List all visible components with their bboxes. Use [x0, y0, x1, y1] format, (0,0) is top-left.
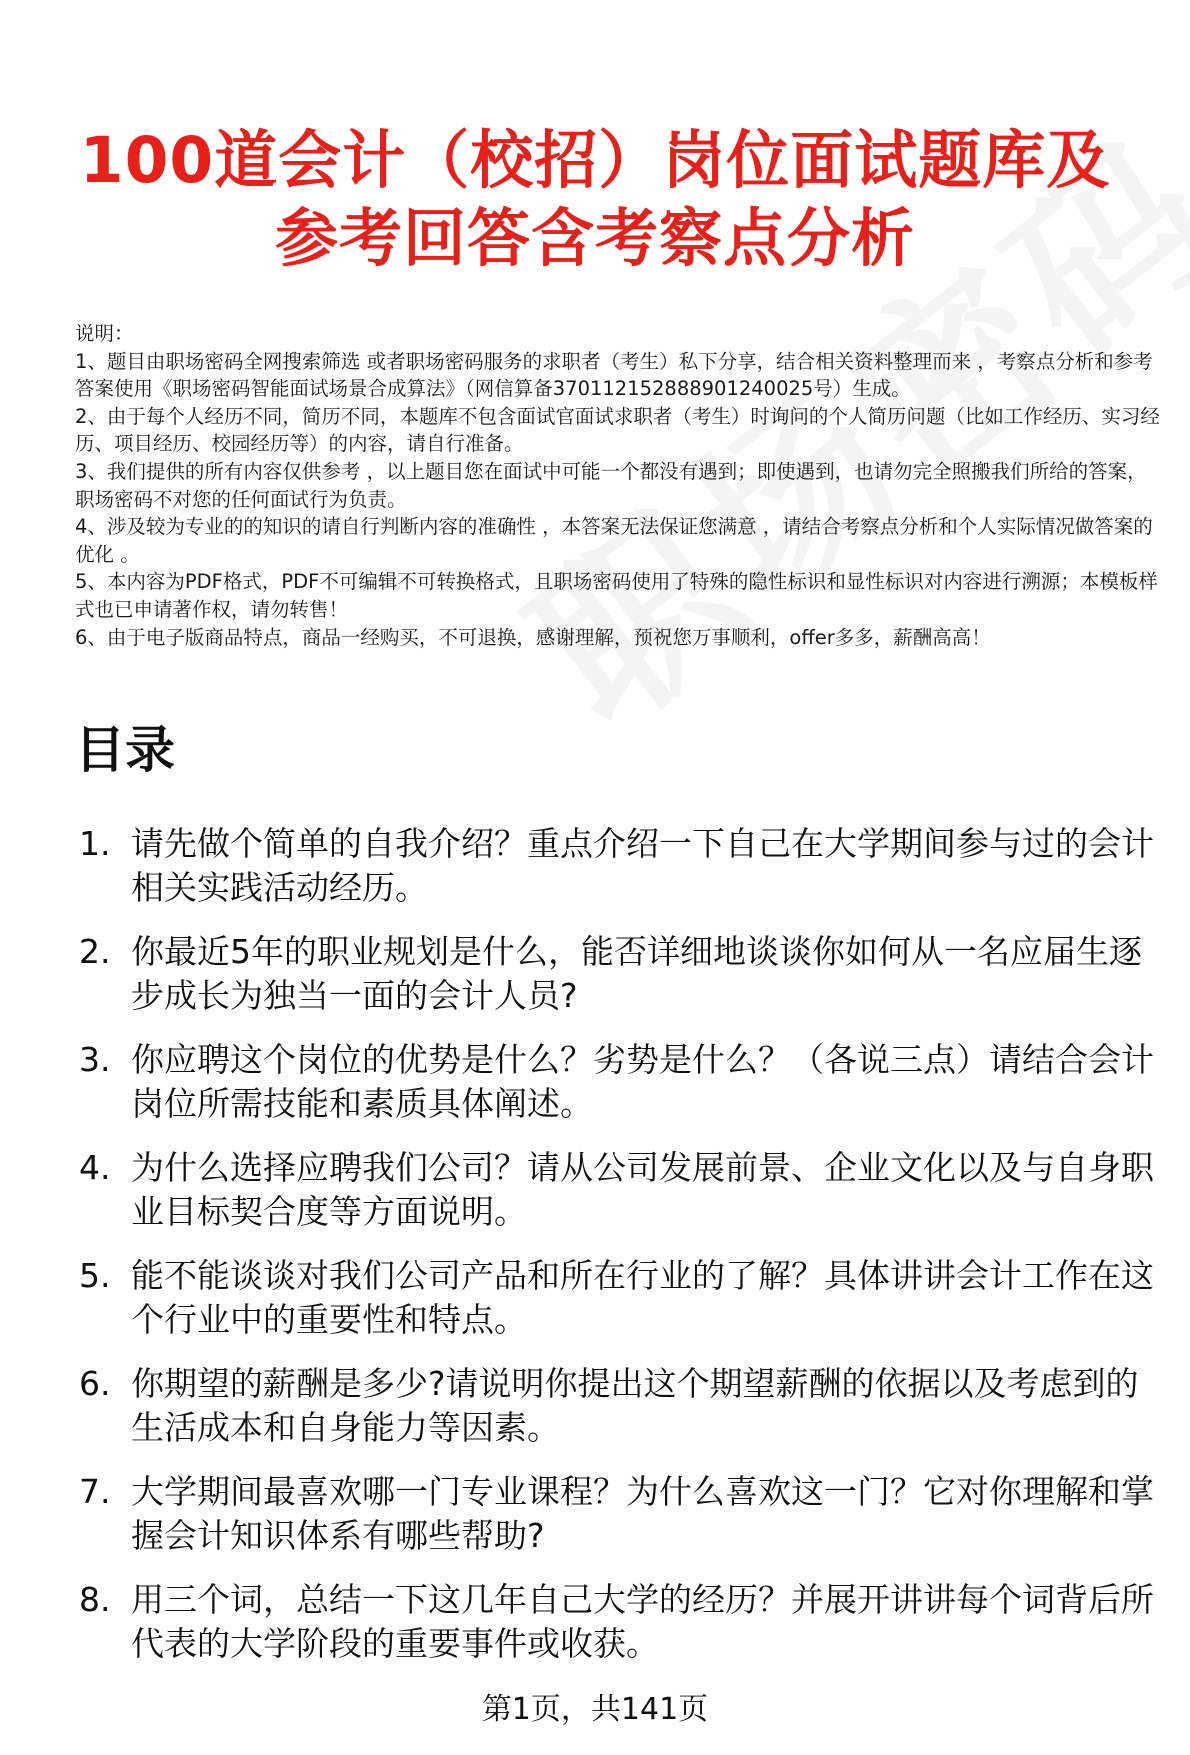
toc-item-number: 5. [79, 1256, 111, 1295]
toc-item[interactable] [75, 1254, 1165, 1342]
toc-item-text: 你最近5年的职业规划是什么，能否详细地谈谈你如何从一名应届生逐步成长为独当一面的会计人员? [131, 932, 1142, 1015]
page-footer: 第1页，共141页 [481, 1692, 709, 1727]
toc-item-number: 7. [79, 1472, 111, 1511]
toc-item-text: 你应聘这个岗位的优势是什么？劣势是什么？（各说三点）请结合会计岗位所需技能和素质具体阐述。 [131, 1040, 1154, 1123]
toc-item[interactable] [75, 930, 1165, 1018]
note-item: 5、本内容为PDF格式，PDF不可编辑不可转换格式，且职场密码使用了特殊的隐性标识和显性标识对内容进行溯源；本模板样式也已申请著作权，请勿转售！ [75, 570, 1158, 621]
toc-heading: 目录 [75, 721, 175, 779]
toc-item-number: 6. [79, 1364, 111, 1403]
notes-heading: 说明： [75, 322, 134, 345]
toc-item-number: 3. [79, 1040, 111, 1079]
page-title [60, 122, 1130, 278]
toc-item-number: 8. [79, 1580, 111, 1619]
toc-item[interactable] [75, 1146, 1165, 1234]
toc-item[interactable] [75, 1038, 1165, 1126]
toc-item-text: 你期望的薪酬是多少?请说明你提出这个期望薪酬的依据以及考虑到的生活成本和自身能力等因素。 [131, 1364, 1139, 1447]
title-line-1: 100道会计（校招）岗位面试题库及 [79, 124, 1111, 197]
note-item: 3、我们提供的所有内容仅供参考 ，以上题目您在面试中可能一个都没有遇到；即使遇到，也请勿完全照搬我们所给的答案，职场密码不对您的任何面试行为负责。 [75, 459, 1147, 511]
toc-item-number: 1. [79, 824, 111, 863]
toc-item-text: 能不能谈谈对我们公司产品和所在行业的了解？具体讲讲会计工作在这个行业中的重要性和特点。 [131, 1256, 1154, 1339]
toc-list [75, 822, 1165, 1686]
toc-item[interactable] [75, 1362, 1165, 1450]
note-item: 1、题目由职场密码全网搜索筛选 或者职场密码服务的求职者（考生）私下分享，结合相关资料整理而来 ，考察点分析和参考答案使用《职场密码智能面试场景合成算法》（网信算备370112152888901240025号）生成。 [75, 349, 1153, 401]
toc-item-text: 请先做个简单的自我介绍？重点介绍一下自己在大学期间参与过的会计相关实践活动经历。 [131, 824, 1154, 907]
toc-item-text: 为什么选择应聘我们公司？请从公司发展前景、企业文化以及与自身职业目标契合度等方面说明。 [131, 1148, 1154, 1231]
toc-item-number: 4. [79, 1148, 111, 1187]
toc-item-number: 2. [79, 932, 111, 971]
toc-item-text: 用三个词，总结一下这几年自己大学的经历？并展开讲讲每个词背后所代表的大学阶段的重要事件或收获。 [131, 1580, 1154, 1663]
toc-item[interactable] [75, 1470, 1165, 1558]
notes-section [75, 320, 1160, 651]
note-item: 2、由于每个人经历不同，简历不同，本题库不包含面试官面试求职者（考生）时询问的个人简历问题（比如工作经历、实习经历、项目经历、校园经历等）的内容，请自行准备。 [75, 404, 1160, 456]
note-item: 4、涉及较为专业的的知识的请自行判断内容的准确性 ，本答案无法保证您满意 ，请结合考察点分析和个人实际情况做答案的优化 。 [75, 515, 1153, 566]
title-line-2: 参考回答含考察点分析 [275, 202, 915, 275]
toc-item[interactable] [75, 1578, 1165, 1666]
note-item: 6、由于电子版商品特点，商品一经购买，不可退换，感谢理解，预祝您万事顺利，offer多多，薪酬高高！ [75, 625, 991, 649]
toc-item[interactable] [75, 822, 1165, 910]
toc-item-text: 大学期间最喜欢哪一门专业课程？为什么喜欢这一门？它对你理解和掌握会计知识体系有哪些帮助? [131, 1472, 1154, 1555]
